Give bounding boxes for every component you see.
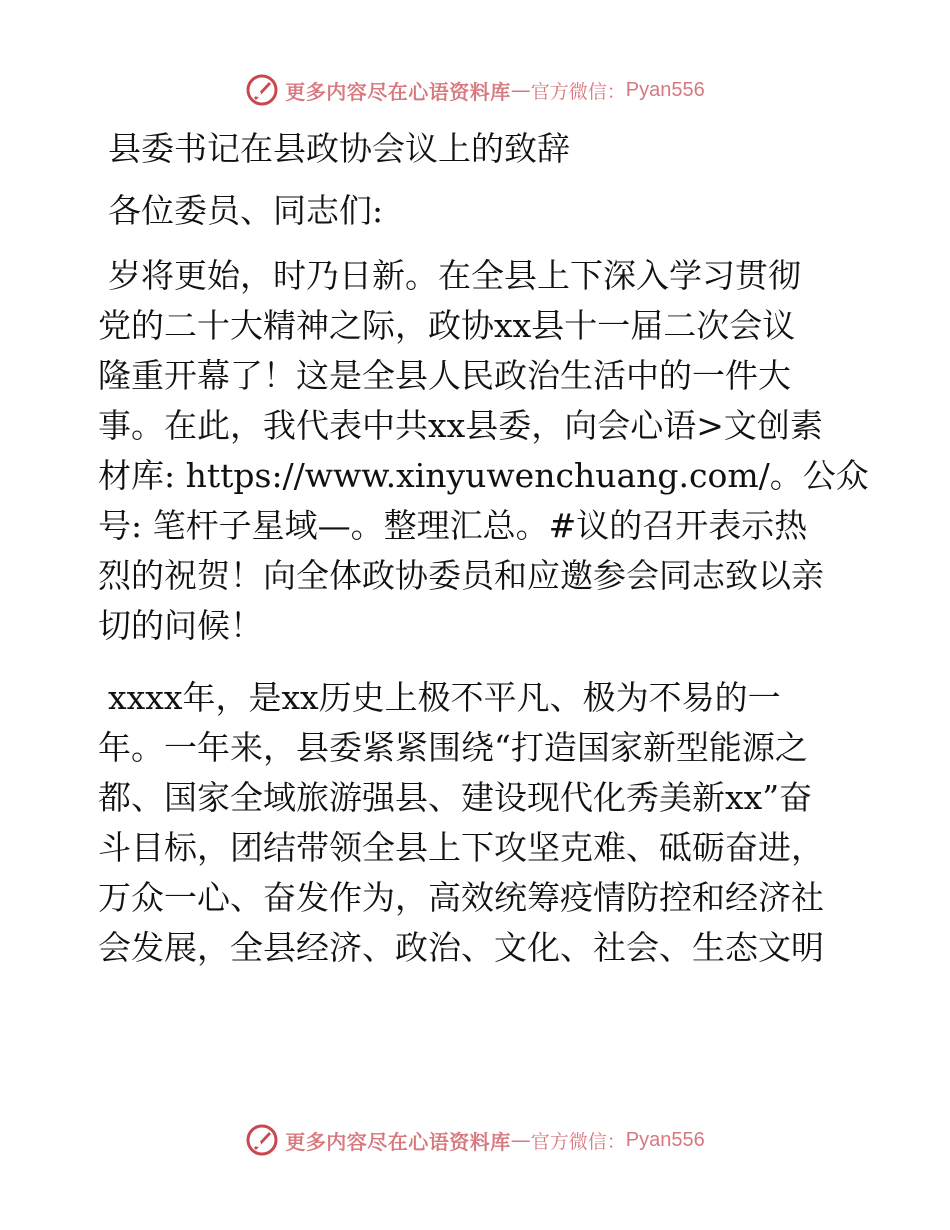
paragraph-line: 会发展，全县经济、政治、文化、社会、生态文明 (98, 928, 824, 967)
quill-logo-icon (245, 1123, 279, 1157)
paragraph-1 (98, 251, 868, 651)
banner-wechat-label: 官方微信： (530, 80, 626, 103)
banner-dash: — (510, 78, 531, 102)
paragraph-line: 都、国家全域旅游强县、建设现代化秀美新xx”奋 (98, 778, 813, 817)
quill-logo-icon (245, 73, 279, 107)
paragraph-2 (98, 673, 868, 973)
banner-wechat-id: Pyan556 (625, 78, 705, 101)
paragraph-line: 斗目标，团结带领全县上下攻坚克难、砥砺奋进， (98, 828, 824, 867)
paragraph-line: 年。一年来，县委紧紧围绕“打造国家新型能源之 (98, 728, 808, 767)
paragraph-line: 岁将更始，时乃日新。在全县上下深入学习贯彻 (108, 256, 801, 295)
document-body (98, 120, 868, 973)
paragraph-line: 烈的祝贺！向全体政协委员和应邀参会同志致以亲 (98, 556, 824, 595)
document-title: 县委书记在县政协会议上的致辞 (108, 129, 570, 168)
paragraph-line: 号: 笔杆子星域—。整理汇总。#议的召开表示热 (98, 506, 808, 545)
banner-text: 更多内容尽在心语资料库 (285, 79, 511, 104)
banner-dash: — (510, 1128, 531, 1152)
banner-wechat-label: 官方微信： (530, 1130, 626, 1153)
banner-wechat-id: Pyan556 (625, 1128, 705, 1151)
banner-text: 更多内容尽在心语资料库 (285, 1129, 511, 1154)
paragraph-line: xxxx年，是xx历史上极不平凡、极为不易的一 (108, 678, 781, 717)
paragraph-line: 党的二十大精神之际，政协xx县十一届二次会议 (98, 306, 796, 345)
paragraph-line: 事。在此，我代表中共xx县委，向会心语>文创素 (98, 406, 823, 445)
paragraph-line: 材库: https://www.xinyuwenchuang.com/。公众 (98, 456, 869, 495)
paragraph-line: 万众一心、奋发作为，高效统筹疫情防控和经济社 (98, 878, 824, 917)
header-watermark-banner (0, 70, 950, 110)
paragraph-line: 隆重开幕了！这是全县人民政治生活中的一件大 (98, 356, 791, 395)
salutation: 各位委员、同志们: (108, 191, 384, 230)
footer-watermark-banner (0, 1120, 950, 1160)
paragraph-line: 切的问候！ (98, 606, 263, 645)
